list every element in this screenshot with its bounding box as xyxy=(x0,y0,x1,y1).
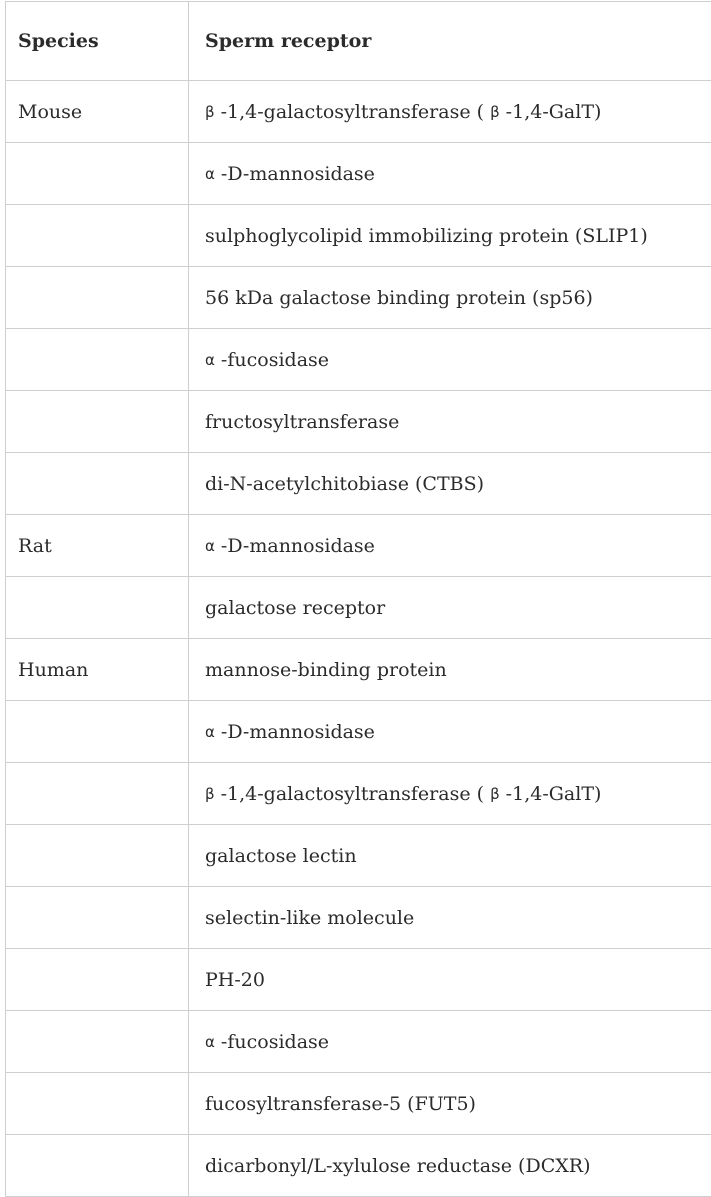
receptor-cell xyxy=(189,81,711,143)
receptor-cell xyxy=(189,639,711,701)
receptor-cell xyxy=(189,391,711,453)
receptor-cell xyxy=(189,825,711,887)
table-row xyxy=(6,81,711,143)
species-cell xyxy=(6,1073,189,1135)
table-row xyxy=(6,1135,711,1197)
table-row xyxy=(6,701,711,763)
receptor-label: fructosyltransferase xyxy=(205,411,399,433)
table-row xyxy=(6,329,711,391)
table-row xyxy=(6,577,711,639)
greek-letter: β xyxy=(205,785,215,803)
header-row xyxy=(6,2,711,81)
species-cell xyxy=(6,1135,189,1197)
table-row xyxy=(6,825,711,887)
receptor-label: mannose-binding protein xyxy=(205,659,447,681)
table-row xyxy=(6,267,711,329)
receptor-label: selectin-like molecule xyxy=(205,907,414,929)
receptor-label: α -D-mannosidase xyxy=(205,535,375,557)
table-row xyxy=(6,763,711,825)
species-cell xyxy=(6,391,189,453)
species-cell xyxy=(6,515,189,577)
species-cell xyxy=(6,81,189,143)
receptor-label: α -fucosidase xyxy=(205,1031,329,1053)
table-row xyxy=(6,391,711,453)
receptor-label: di-N-acetylchitobiase (CTBS) xyxy=(205,473,484,495)
receptor-label: sulphoglycolipid immobilizing protein (SLIP1) xyxy=(205,225,648,247)
species-label: Human xyxy=(18,659,88,681)
receptor-label: α -D-mannosidase xyxy=(205,163,375,185)
receptor-cell xyxy=(189,701,711,763)
species-cell xyxy=(6,205,189,267)
receptor-label: α -D-mannosidase xyxy=(205,721,375,743)
greek-letter: β xyxy=(490,785,500,803)
table-row xyxy=(6,515,711,577)
receptor-label: galactose lectin xyxy=(205,845,357,867)
receptor-cell xyxy=(189,143,711,205)
greek-letter: α xyxy=(205,537,215,555)
species-cell xyxy=(6,329,189,391)
table-row xyxy=(6,639,711,701)
column-header-species: Species xyxy=(6,2,189,81)
species-label: Rat xyxy=(18,535,52,557)
receptor-label: dicarbonyl/L-xylulose reductase (DCXR) xyxy=(205,1155,590,1177)
greek-letter: α xyxy=(205,165,215,183)
receptor-cell xyxy=(189,577,711,639)
receptor-cell xyxy=(189,1011,711,1073)
table-row xyxy=(6,143,711,205)
greek-letter: β xyxy=(490,103,500,121)
species-cell xyxy=(6,143,189,205)
greek-letter: β xyxy=(205,103,215,121)
table-row xyxy=(6,1073,711,1135)
receptor-cell xyxy=(189,887,711,949)
species-cell xyxy=(6,453,189,515)
table-row xyxy=(6,1011,711,1073)
receptor-label: β -1,4-galactosyltransferase ( β -1,4-GalT) xyxy=(205,101,601,123)
receptor-cell xyxy=(189,453,711,515)
column-header-sperm-receptor: Sperm receptor xyxy=(189,2,711,81)
receptor-cell xyxy=(189,763,711,825)
sperm-receptor-table xyxy=(5,1,711,1197)
receptor-label: β -1,4-galactosyltransferase ( β -1,4-GalT) xyxy=(205,783,601,805)
species-cell xyxy=(6,267,189,329)
receptor-label: 56 kDa galactose binding protein (sp56) xyxy=(205,287,593,309)
receptor-cell xyxy=(189,515,711,577)
species-cell xyxy=(6,701,189,763)
species-cell xyxy=(6,1011,189,1073)
receptor-cell xyxy=(189,1073,711,1135)
species-cell xyxy=(6,763,189,825)
table-row xyxy=(6,453,711,515)
table-body xyxy=(6,81,711,1197)
receptor-cell xyxy=(189,1135,711,1197)
table-row xyxy=(6,205,711,267)
receptor-label: fucosyltransferase-5 (FUT5) xyxy=(205,1093,476,1115)
greek-letter: α xyxy=(205,723,215,741)
receptor-label: PH-20 xyxy=(205,969,265,991)
receptor-cell xyxy=(189,267,711,329)
receptor-cell xyxy=(189,329,711,391)
species-label: Mouse xyxy=(18,101,82,123)
receptor-cell xyxy=(189,949,711,1011)
table-header xyxy=(6,2,711,81)
greek-letter: α xyxy=(205,1033,215,1051)
receptor-cell xyxy=(189,205,711,267)
receptor-label: galactose receptor xyxy=(205,597,385,619)
species-cell xyxy=(6,949,189,1011)
receptor-label: α -fucosidase xyxy=(205,349,329,371)
species-cell xyxy=(6,639,189,701)
greek-letter: α xyxy=(205,351,215,369)
species-cell xyxy=(6,577,189,639)
species-cell xyxy=(6,887,189,949)
table-row xyxy=(6,949,711,1011)
species-cell xyxy=(6,825,189,887)
table-row xyxy=(6,887,711,949)
